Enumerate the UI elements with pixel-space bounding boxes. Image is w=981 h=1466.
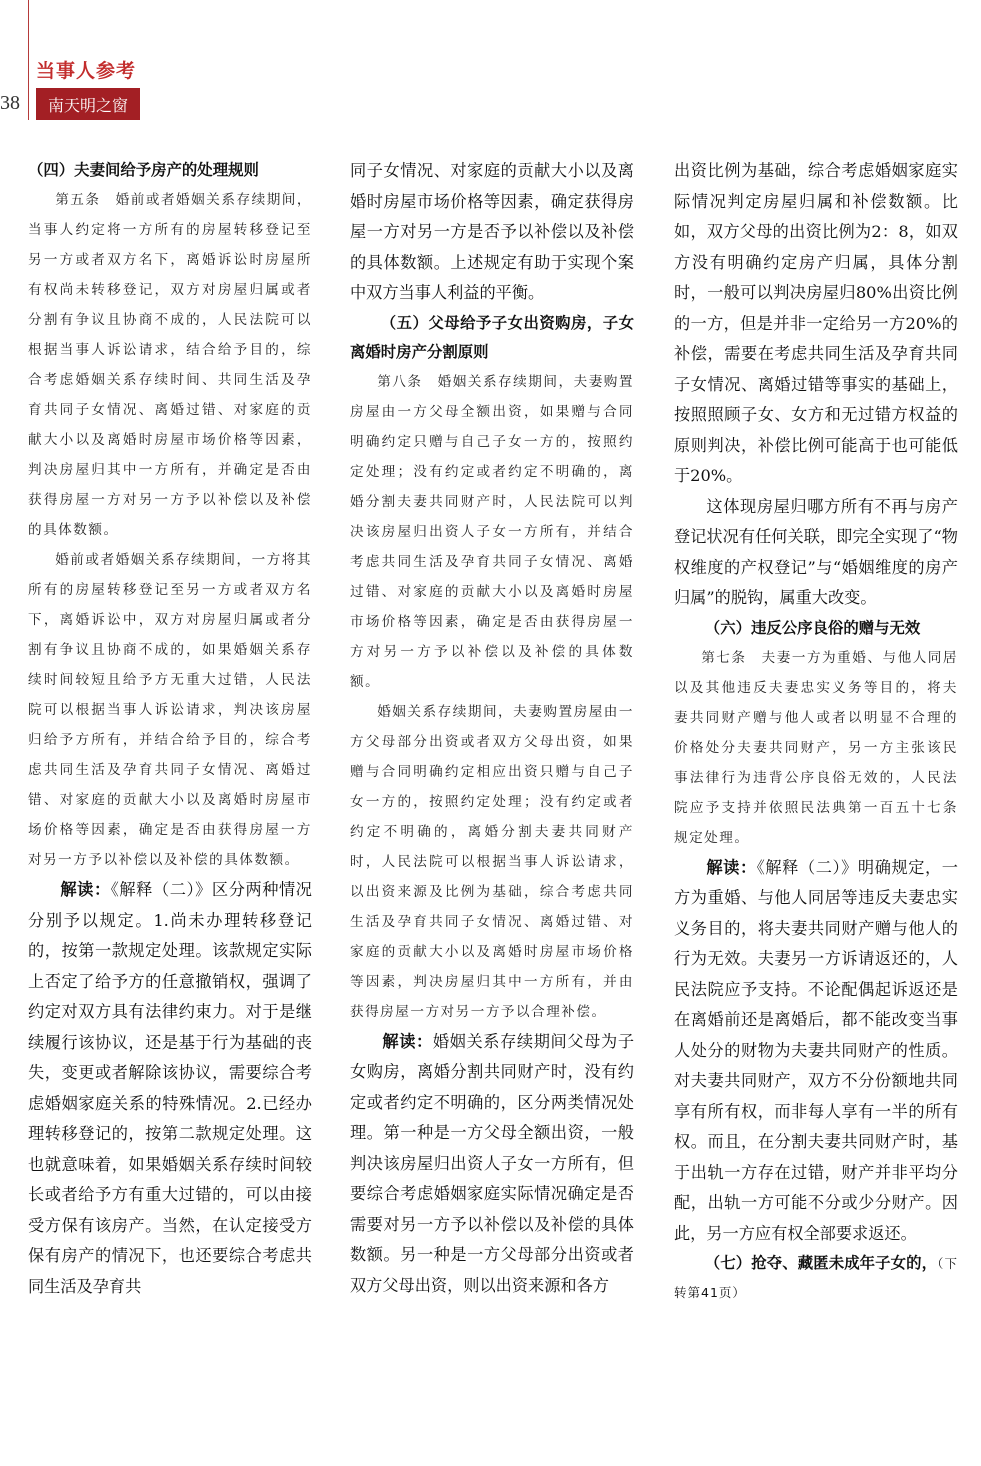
interpretation-text: 《解释（二）》明确规定，一方为重婚、与他人同居等违反夫妻忠实义务目的，将夫妻共同财产赠与他人的行为无效。夫妻另一方诉请返还的，人民法院应予支持。不论配偶起诉返还是在离婚前还是离婚后，都不能改变当事人处分的财物为夫妻共同财产的性质。对夫妻共同财产，双方不分份额地共同享有所有权，而非每人享有一半的所有权。而且，在分割夫妻共同财产时，基于出轨一方存在过错，财产并非平均分配，出轨一方可能不分或少分财产。因此，另一方应有权全部要求返还。 [674,857,958,1243]
article-8-para-2: 婚姻关系存续期间，夫妻购置房屋由一方父母部分出资或者双方父母出资，如果赠与合同明确约定相应出资只赠与自己子女一方的，按照约定处理；没有约定或者约定不明确的，离婚分割夫妻共同财产时，人民法院可以根据当事人诉讼请求，以出资来源及比例为基础，综合考虑共同生活及孕育共同子女情况、离婚过错、对家庭的贡献大小以及离婚时房屋市场价格等因素，判决房屋归其中一方所有，并由获得房屋一方对另一方予以合理补偿。 [350,703,634,1020]
interpretation-1 [28,875,312,1302]
subheading-7 [674,1249,958,1307]
subheading-4: （四）夫妻间给予房产的处理规则 [28,161,259,179]
interpretation-text: 婚姻关系存续期间父母为子女购房，离婚分割共同财产时，没有约定或者约定不明确的，区分两类情况处理。第一种是一方父母全额出资，一般判决该房屋归出资人子女一方所有，但要综合考虑婚姻家庭实际情况确定是否需要对另一方予以补偿以及补偿的具体数额。另一种是一方父母部分出资或者双方父母出资，则以出资来源和各方 [350,1031,634,1295]
interpretation-label: 解读： [706,857,757,877]
interpretation-3 [674,853,958,1250]
article-8-para-1: 第八条 婚姻关系存续期间，夫妻购置房屋由一方父母全额出资，如果赠与合同明确约定只赠与自己子女一方的，按照约定处理；没有约定或者约定不明确的，离婚分割夫妻共同财产时，人民法院可以判决该房屋归出资人子女一方所有，并结合考虑共同生活及孕育共同子女情况、离婚过错、对家庭的贡献大小以及离婚时房屋市场价格等因素，确定是否由获得房屋一方对另一方予以补偿以及补偿的具体数额。 [350,373,634,690]
article-7: 第七条 夫妻一方为重婚、与他人同居以及其他违反夫妻忠实义务等目的，将夫妻共同财产赠与他人或者以明显不合理的价格处分夫妻共同财产，另一方主张该民事法律行为违背公序良俗无效的，人民法院应予支持并依照民法典第一百五十七条规定处理。 [674,649,958,846]
page-number: 38 [0,92,20,114]
paragraph: 这体现房屋归哪方所有不再与房产登记状况有任何关联，即完全实现了“物权维度的产权登记”与“婚姻维度的房产归属”的脱钩，属重大改变。 [674,496,958,607]
section-title: 当事人参考 [36,60,137,82]
column-1 [28,156,312,1456]
continued-text: 出资比例为基础，综合考虑婚姻家庭实际情况判定房屋归属和补偿数额。比如，双方父母的出资比例为2：8，如双方没有明确约定房产归属，具体分割时，一般可以判决房屋归80%出资比例的一方，但是并非一定给另一方20%的补偿，需要在考虑共同生活及孕育共同子女情况、离婚过错等事实的基础上，按照照顾子女、女方和无过错方权益的原则判决，补偿比例可能高于也可能低于20%。 [674,161,958,485]
subheading-5: （五）父母给予子女出资购房，子女离婚时房产分割原则 [350,313,634,361]
interpretation-text: 《解释（二）》区分两种情况分别予以规定。1.尚未办理转移登记的，按第一款规定处理。该款规定实际上否定了给予方的任意撤销权，强调了约定对双方具有法律约束力。对于是继续履行该协议，还是基于行为基础的丧失，变更或者解除该协议，需要综合考虑婚姻家庭关系的特殊情况。2.已经办理转移登记的，按第二款规定处理。这也就意味着，如果婚姻关系存续时间较长或者给予方有重大过错的，可以由接受方保有该房产。当然，在认定接受方保有房产的情况下，也还要综合考虑共同生活及孕育共 [28,880,312,1296]
interpretation-label: 解读： [60,880,111,899]
column-2 [350,156,634,1456]
header-rule [28,0,29,120]
column-badge: 南天明之窗 [36,88,140,120]
article-5-para-1: 第五条 婚前或者婚姻关系存续期间，当事人约定将一方所有的房屋转移登记至另一方或者双方名下，离婚诉讼时房屋所有权尚未转移登记，双方对房屋归属或者分割有争议且协商不成的，人民法院可以根据当事人诉讼请求，结合给予目的，综合考虑婚姻关系存续时间、共同生活及孕育共同子女情况、离婚过错、对家庭的贡献大小以及离婚时房屋市场价格等因素，判决房屋归其中一方所有，并确定是否由获得房屋一方对另一方予以补偿以及补偿的具体数额。 [28,192,312,538]
subheading-7-text: （七）抢夺、藏匿未成年子女的， [704,1254,938,1272]
column-3 [674,156,958,1456]
subheading-6: （六）违反公序良俗的赠与无效 [704,618,921,637]
continued-note: （下转第41页） [674,1256,958,1300]
article-5-para-2: 婚前或者婚姻关系存续期间，一方将其所有的房屋转移登记至另一方或者双方名下，离婚诉讼中，双方对房屋归属或者分割有争议且协商不成的，如果婚姻关系存续时间较短且给予方无重大过错，人民法院可以根据当事人诉讼请求，判决该房屋归给予方所有，并结合给予目的，综合考虑共同生活及孕育共同子女情况、离婚过错、对家庭的贡献大小以及离婚时房屋市场价格等因素，确定是否由获得房屋一方对另一方予以补偿以及补偿的具体数额。 [28,552,312,868]
interpretation-label: 解读： [382,1031,433,1051]
interpretation-2 [350,1027,634,1302]
continued-text: 同子女情况、对家庭的贡献大小以及离婚时房屋市场价格等因素，确定获得房屋一方对另一方是否予以补偿以及补偿的具体数额。上述规定有助于实现个案中双方当事人利益的平衡。 [350,161,634,302]
